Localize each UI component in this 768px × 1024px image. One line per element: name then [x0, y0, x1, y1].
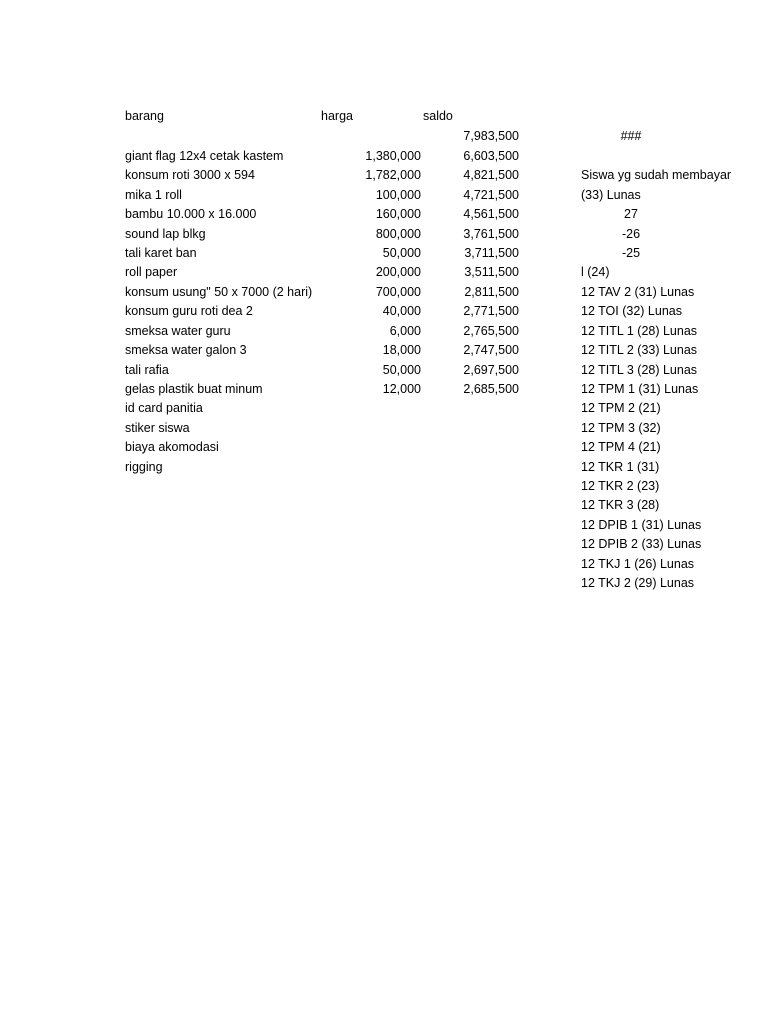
- table-row: [0, 263, 768, 283]
- item-name: mika 1 roll: [125, 187, 182, 202]
- item-harga: [321, 419, 421, 439]
- class-status: 12 TOI (32) Lunas: [581, 304, 682, 318]
- item-harga: 12,000: [382, 382, 421, 396]
- item-name: [125, 516, 325, 536]
- item-saldo: 2,697,500: [463, 362, 519, 377]
- table-row: [0, 166, 768, 186]
- header-harga: harga: [321, 109, 353, 123]
- class-status: 12 TKR 1 (31): [581, 459, 660, 474]
- item-saldo: 4,821,500: [463, 168, 519, 182]
- class-status: 12 TPM 3 (32): [581, 420, 661, 435]
- table-row: [0, 419, 768, 439]
- item-saldo: 3,761,500: [463, 226, 519, 241]
- item-harga: 6,000: [389, 323, 421, 338]
- class-status: 12 TITL 1 (28) Lunas: [581, 323, 698, 338]
- item-saldo: 2,771,500: [463, 304, 519, 318]
- overflow-marker: ###: [620, 129, 642, 143]
- item-name: tali karet ban: [125, 246, 197, 260]
- item-harga: 200,000: [375, 265, 421, 279]
- item-saldo: [420, 458, 519, 478]
- item-name: [125, 535, 325, 555]
- table-row: [0, 535, 768, 555]
- item-saldo: [420, 438, 519, 458]
- item-saldo: [420, 535, 519, 555]
- class-status: -25: [621, 246, 641, 260]
- class-status: 12 DPIB 2 (33) Lunas: [581, 537, 702, 551]
- table-row: [0, 322, 768, 342]
- opening-saldo: 7,983,500: [463, 129, 519, 143]
- item-harga: [321, 516, 421, 536]
- item-harga: 40,000: [382, 304, 421, 318]
- table-row: [0, 399, 768, 419]
- item-saldo: [420, 574, 519, 594]
- item-harga: [321, 535, 421, 555]
- table-row: [0, 555, 768, 575]
- item-saldo: [420, 555, 519, 575]
- header-barang: barang: [125, 109, 164, 123]
- item-harga: 100,000: [375, 187, 421, 202]
- item-name: [125, 574, 325, 594]
- item-name: smeksa water galon 3: [125, 343, 247, 357]
- class-status: 12 TAV 2 (31) Lunas: [581, 284, 695, 299]
- class-status: 12 TKR 3 (28): [581, 498, 660, 512]
- item-name: [125, 477, 325, 497]
- item-name: smeksa water guru: [125, 323, 231, 338]
- class-status: l (24): [581, 265, 610, 279]
- class-status: 27: [624, 207, 638, 221]
- class-status: 12 DPIB 1 (31) Lunas: [581, 517, 702, 532]
- item-harga: 1,782,000: [365, 168, 421, 182]
- table-row: [0, 283, 768, 303]
- item-saldo: 2,685,500: [463, 382, 519, 396]
- item-name: [125, 555, 325, 575]
- class-status: Siswa yg sudah membayar: [581, 168, 732, 182]
- item-harga: 800,000: [375, 226, 421, 241]
- item-saldo: [420, 496, 519, 516]
- item-harga: 700,000: [375, 284, 421, 299]
- item-saldo: 4,561,500: [463, 207, 519, 221]
- table-row: [0, 496, 768, 516]
- table-row: [0, 438, 768, 458]
- item-saldo: 2,811,500: [464, 284, 519, 299]
- item-name: bambu 10.000 x 16.000: [125, 207, 257, 221]
- item-name: stiker siswa: [125, 420, 190, 435]
- class-status: (33) Lunas: [581, 187, 641, 202]
- item-harga: 50,000: [382, 246, 421, 260]
- header-row: [0, 107, 768, 127]
- class-status: 12 TPM 2 (21): [581, 401, 661, 415]
- item-name: giant flag 12x4 cetak kastem: [125, 148, 284, 163]
- table-row: [0, 302, 768, 322]
- table-row: [0, 186, 768, 206]
- item-saldo: 3,711,500: [464, 246, 519, 260]
- item-harga: 160,000: [375, 207, 421, 221]
- header-saldo: saldo: [423, 109, 453, 123]
- opening-balance-row: [0, 127, 768, 147]
- item-saldo: [420, 477, 519, 497]
- item-harga: [321, 399, 421, 419]
- item-name: sound lap blkg: [125, 226, 206, 241]
- item-harga: [321, 574, 421, 594]
- item-harga: [321, 496, 421, 516]
- item-name: tali rafia: [125, 362, 169, 377]
- item-harga: [321, 438, 421, 458]
- table-row: [0, 341, 768, 361]
- item-harga: [321, 458, 421, 478]
- item-harga: 1,380,000: [365, 148, 421, 163]
- item-saldo: [420, 419, 519, 439]
- item-harga: [321, 555, 421, 575]
- item-harga: [321, 477, 421, 497]
- class-status: -26: [621, 226, 641, 241]
- item-name: konsum usung" 50 x 7000 (2 hari): [125, 284, 313, 299]
- class-status: 12 TKJ 2 (29) Lunas: [581, 576, 695, 590]
- item-name: konsum guru roti dea 2: [125, 304, 253, 318]
- table-row: [0, 361, 768, 381]
- class-status: 12 TKJ 1 (26) Lunas: [581, 556, 695, 571]
- table-row: [0, 574, 768, 594]
- item-name: id card panitia: [125, 401, 203, 415]
- item-saldo: 6,603,500: [463, 148, 519, 163]
- class-status: 12 TPM 1 (31) Lunas: [581, 382, 699, 396]
- table-row: [0, 458, 768, 478]
- item-harga: 18,000: [382, 343, 421, 357]
- item-name: konsum roti 3000 x 594: [125, 168, 255, 182]
- item-saldo: [420, 399, 519, 419]
- item-harga: 50,000: [382, 362, 421, 377]
- table-row: [0, 477, 768, 497]
- item-name: rigging: [125, 459, 163, 474]
- table-row: [0, 516, 768, 536]
- class-status: 12 TPM 4 (21): [581, 440, 661, 454]
- class-status: [581, 147, 702, 167]
- table-row: [0, 225, 768, 245]
- item-name: [125, 496, 325, 516]
- table-row: [0, 147, 768, 167]
- item-saldo: 3,511,500: [464, 265, 519, 279]
- item-name: gelas plastik buat minum: [125, 382, 263, 396]
- table-row: [0, 205, 768, 225]
- item-saldo: 2,747,500: [463, 343, 519, 357]
- class-status: 12 TKR 2 (23): [581, 479, 660, 493]
- table-row: [0, 244, 768, 264]
- item-name: roll paper: [125, 265, 178, 279]
- item-saldo: 2,765,500: [463, 323, 519, 338]
- class-status: 12 TITL 2 (33) Lunas: [581, 343, 698, 357]
- item-saldo: [420, 516, 519, 536]
- table-row: [0, 380, 768, 400]
- class-status: 12 TITL 3 (28) Lunas: [581, 362, 698, 377]
- item-saldo: 4,721,500: [463, 187, 519, 202]
- item-name: biaya akomodasi: [125, 440, 219, 454]
